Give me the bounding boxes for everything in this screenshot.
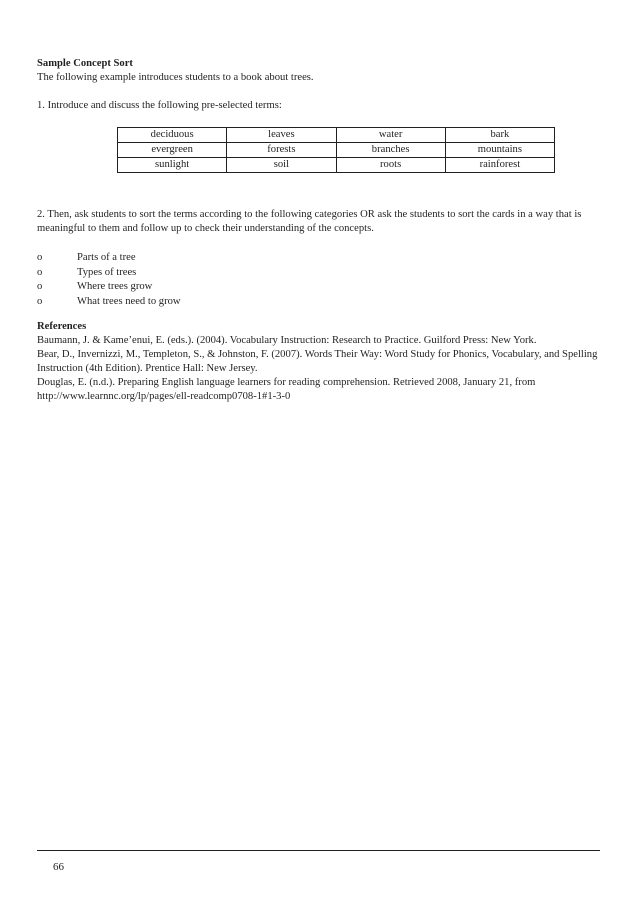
step-1-text: 1. Introduce and discuss the following pre-selected terms:	[37, 100, 282, 111]
category-label: Where trees grow	[77, 281, 153, 292]
list-item	[37, 266, 181, 281]
table-cell: evergreen	[118, 143, 227, 158]
bullet-marker: o	[37, 252, 43, 263]
category-list	[37, 251, 181, 309]
table-cell: leaves	[227, 128, 336, 143]
table-row	[118, 128, 555, 143]
page-number: 66	[53, 861, 64, 873]
table-cell: branches	[336, 143, 445, 158]
section-title: Sample Concept Sort	[37, 58, 133, 69]
bullet-marker: o	[37, 281, 43, 292]
document-page	[37, 0, 600, 903]
bullet-marker: o	[37, 295, 43, 307]
table-cell: water	[336, 128, 445, 143]
reference-entry: Baumann, J. & Kame’enui, E. (eds.). (2004). Vocabulary Instruction: Research to Practice. Guilford Press: New York.	[37, 335, 537, 346]
table-cell: soil	[227, 158, 336, 173]
list-item	[37, 251, 181, 266]
table-row	[118, 158, 555, 173]
table-cell: roots	[336, 158, 445, 173]
category-label: Types of trees	[77, 266, 137, 278]
terms-table	[117, 127, 555, 173]
list-item	[37, 280, 181, 295]
footer-divider	[37, 850, 600, 851]
step-2-text: 2. Then, ask students to sort the terms according to the following categories OR ask the students to sort the cards in a way that is meaningful to them and follow up to check their understanding of the concepts.	[37, 209, 582, 234]
table-cell: forests	[227, 143, 336, 158]
category-label: Parts of a tree	[77, 252, 136, 263]
table-cell: rainforest	[445, 158, 554, 173]
bullet-marker: o	[37, 266, 43, 278]
list-item	[37, 295, 181, 310]
table-cell: bark	[445, 128, 554, 143]
table-row	[118, 143, 555, 158]
table-cell: deciduous	[118, 128, 227, 143]
references-list	[37, 334, 600, 404]
table-cell: sunlight	[118, 158, 227, 173]
references-heading: References	[37, 321, 87, 332]
table-cell: mountains	[445, 143, 554, 158]
reference-entry: Douglas, E. (n.d.). Preparing English language learners for reading comprehension. Retrieved 2008, January 21, from http://www.learnnc.org/lp/pages/ell-readcomp0708-1#1-3-0	[37, 377, 536, 402]
intro-text: The following example introduces students to a book about trees.	[37, 72, 314, 83]
reference-entry: Bear, D., Invernizzi, M., Templeton, S., & Johnston, F. (2007). Words Their Way: Word Study for Phonics, Vocabulary, and Spelling Instruction (4th Edition). Prentice Hall: New Jersey.	[37, 349, 598, 374]
category-label: What trees need to grow	[77, 295, 181, 307]
